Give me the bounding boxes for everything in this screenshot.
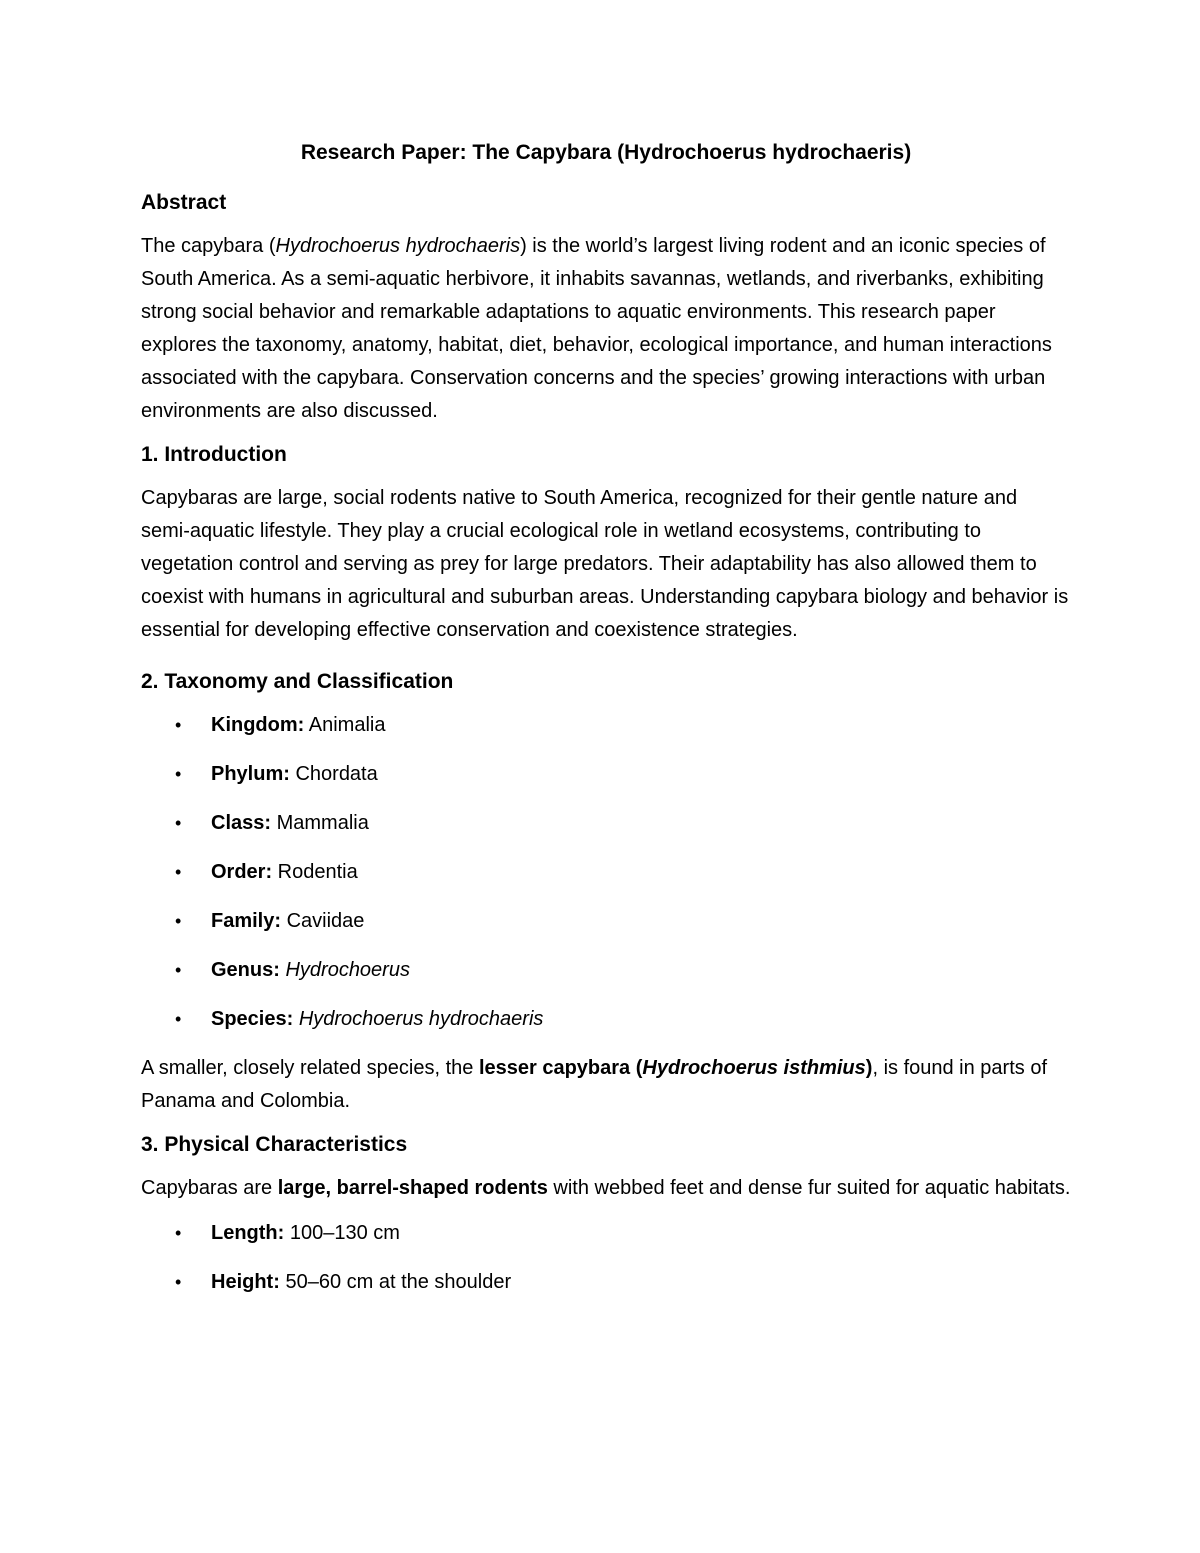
bullet-icon: • xyxy=(175,715,182,735)
list-item xyxy=(141,758,1071,807)
note-bold-term xyxy=(479,1057,873,1079)
list-item xyxy=(141,905,1071,954)
taxonomy-value: Hydrochoerus xyxy=(279,959,410,981)
taxonomy-value: Caviidae xyxy=(281,910,365,932)
list-item xyxy=(141,1003,1071,1052)
bullet-icon: • xyxy=(175,1223,182,1243)
bullet-icon: • xyxy=(175,960,182,980)
abstract-text-start: The capybara ( xyxy=(141,235,276,257)
bullet-icon: • xyxy=(175,1272,182,1292)
note-text-start: A smaller, closely related species, the xyxy=(141,1057,479,1079)
physical-heading: 3. Physical Characteristics xyxy=(141,1133,408,1156)
taxonomy-label: Species: xyxy=(211,1008,294,1030)
taxonomy-label: Family: xyxy=(211,910,282,932)
note-species-name: Hydrochoerus isthmius xyxy=(642,1057,866,1079)
note-bold-start: lesser capybara ( xyxy=(478,1057,643,1079)
physical-text-end: with webbed feet and dense fur suited for aquatic habitats. xyxy=(547,1177,1071,1199)
introduction-paragraph: Capybaras are large, social rodents native to South America, recognized for their gentle nature and semi-aquatic lifestyle. They play a crucial ecological role in wetland ecosystems, contributing to vegetation control and serving as prey for large predators. Their adaptability has also allowed them to coexist with humans in agricultural and suburban areas. Understanding capybara biology and behavior is essential for developing effective conservation and coexistence strategies. xyxy=(141,487,1069,641)
taxonomy-value: Chordata xyxy=(289,763,378,785)
physical-list xyxy=(141,1217,1071,1315)
taxonomy-label: Order: xyxy=(211,861,273,883)
lesser-capybara-note xyxy=(141,1052,1071,1118)
list-item xyxy=(141,1266,1071,1315)
taxonomy-list xyxy=(141,709,1071,1052)
physical-bold-phrase: large, barrel-shaped rodents xyxy=(277,1177,548,1199)
physical-value: 100–130 cm xyxy=(284,1222,400,1244)
physical-label: Height: xyxy=(211,1271,280,1293)
abstract-paragraph xyxy=(141,230,1071,428)
list-item xyxy=(141,709,1071,758)
taxonomy-value: Animalia xyxy=(304,714,386,736)
taxonomy-label: Phylum: xyxy=(211,763,290,785)
taxonomy-label: Genus: xyxy=(211,959,280,981)
paper-title: Research Paper: The Capybara (Hydrochoerus hydrochaeris) xyxy=(300,141,912,164)
note-text-end: , is found in parts of Panama and Colombia. xyxy=(141,1057,1047,1112)
physical-label: Length: xyxy=(211,1222,285,1244)
note-bold-end: ) xyxy=(865,1057,873,1079)
physical-paragraph xyxy=(141,1172,1071,1205)
taxonomy-heading: 2. Taxonomy and Classification xyxy=(141,670,454,693)
list-item xyxy=(141,1217,1071,1266)
physical-value: 50–60 cm at the shoulder xyxy=(279,1271,512,1293)
abstract-heading: Abstract xyxy=(141,191,227,214)
taxonomy-label: Class: xyxy=(211,812,272,834)
abstract-text-rest: ) is the world’s largest living rodent and an iconic species of South America. As a semi-aquatic herbivore, it inhabits savannas, wetlands, and riverbanks, exhibiting strong social behavior and remarkable adaptations to aquatic environments. This research paper explores the taxonomy, anatomy, habitat, diet, behavior, ecological importance, and human interactions associated with the capybara. Conservation concerns and the species’ growing interactions with urban environments are also discussed. xyxy=(141,235,1052,422)
bullet-icon: • xyxy=(175,1009,182,1029)
taxonomy-label: Kingdom: xyxy=(211,714,305,736)
list-item xyxy=(141,856,1071,905)
list-item xyxy=(141,807,1071,856)
document-page xyxy=(141,138,1071,1315)
abstract-species-name: Hydrochoerus hydrochaeris xyxy=(275,235,521,257)
taxonomy-value: Hydrochoerus hydrochaeris xyxy=(293,1008,544,1030)
taxonomy-value: Rodentia xyxy=(272,861,358,883)
list-item xyxy=(141,954,1071,1003)
bullet-icon: • xyxy=(175,862,182,882)
introduction-heading: 1. Introduction xyxy=(141,443,287,466)
bullet-icon: • xyxy=(175,911,182,931)
taxonomy-value: Mammalia xyxy=(271,812,369,834)
bullet-icon: • xyxy=(175,813,182,833)
physical-text-start: Capybaras are xyxy=(141,1177,278,1199)
bullet-icon: • xyxy=(175,764,182,784)
